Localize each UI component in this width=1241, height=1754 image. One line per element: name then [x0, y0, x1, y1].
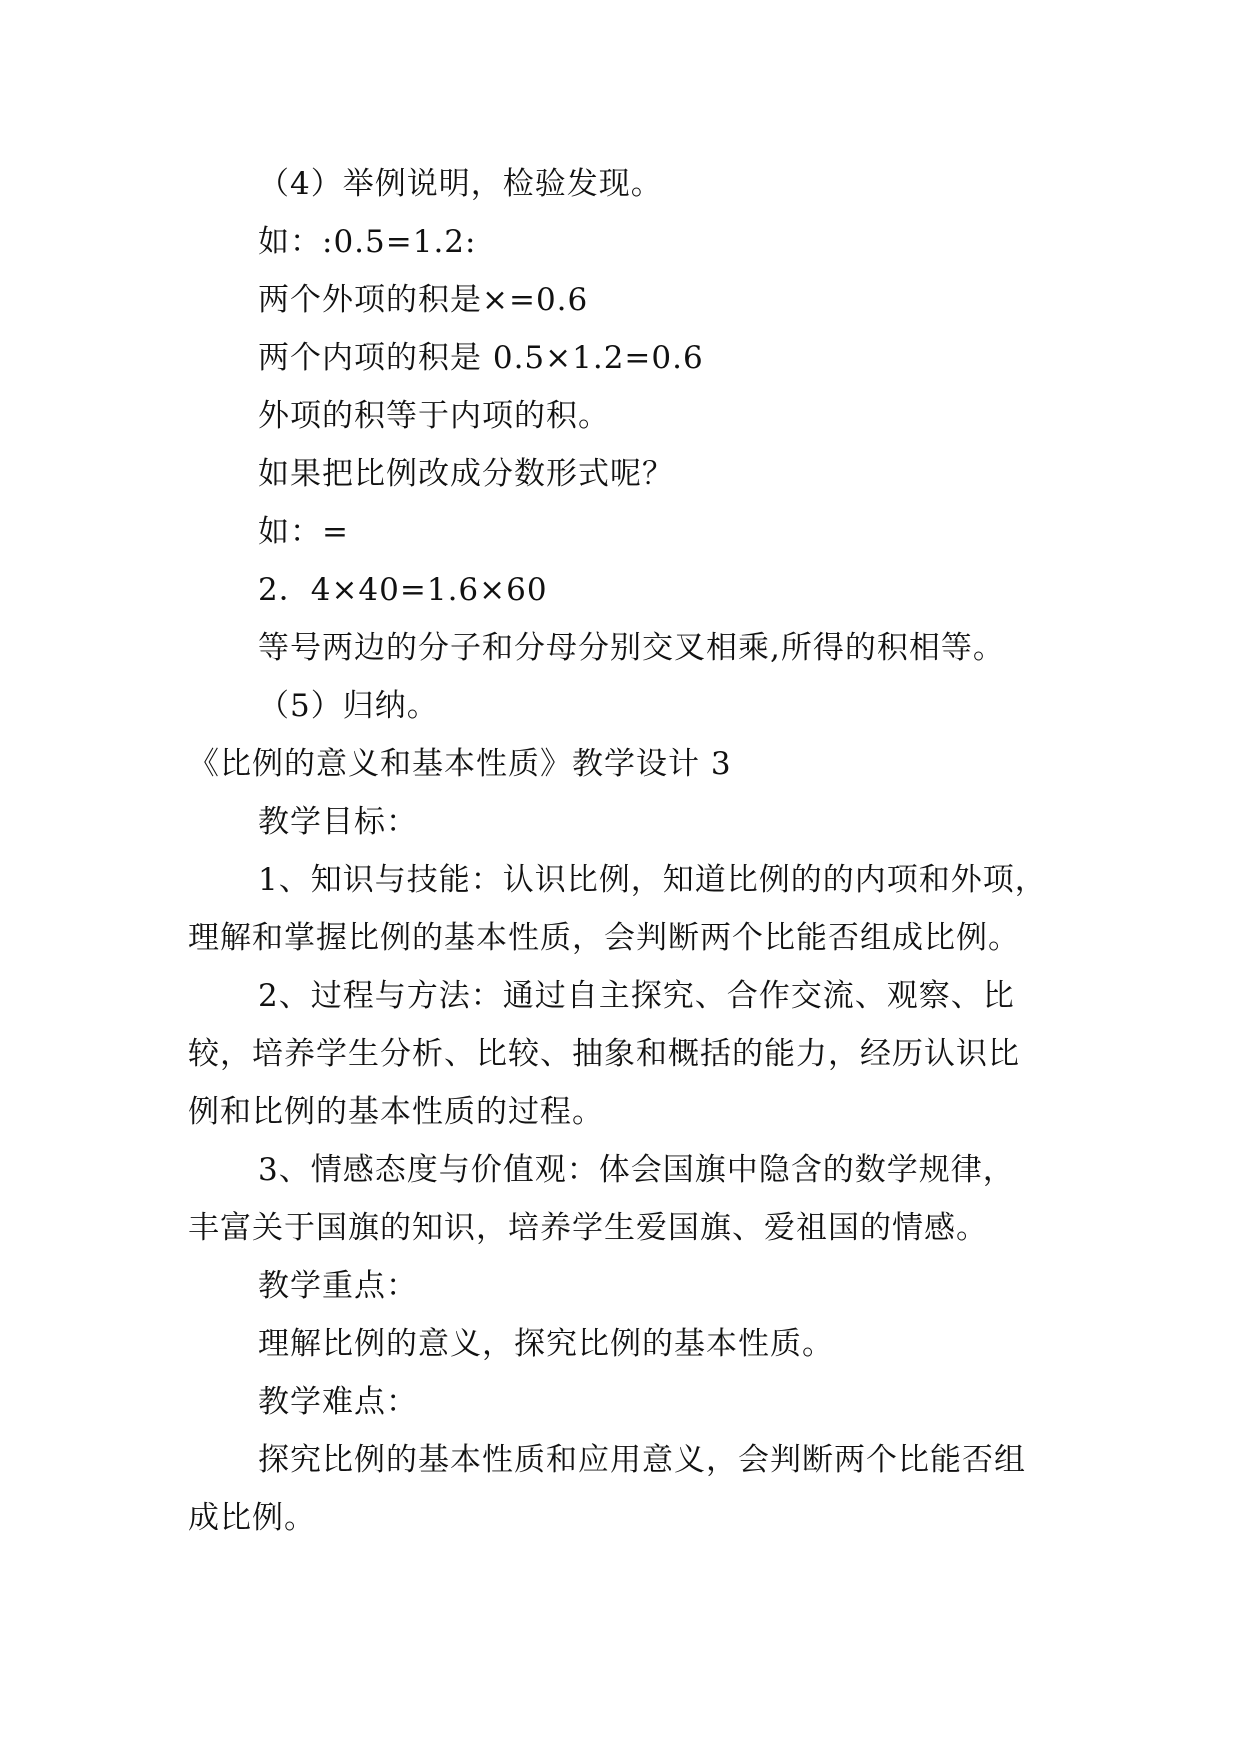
- goal-2-line-2: 较，培养学生分析、比较、抽象和概括的能力，经历认识比: [188, 1036, 1020, 1072]
- goal-1-line-2: 理解和掌握比例的基本性质，会判断两个比能否组成比例。: [188, 920, 1020, 956]
- key-points-text: 理解比例的意义，探究比例的基本性质。: [258, 1326, 834, 1362]
- teaching-goals-heading: 教学目标：: [258, 804, 418, 840]
- goal-3-line-1: 3、情感态度与价值观：体会国旗中隐含的数学规律，: [258, 1152, 1015, 1188]
- goal-3-line-2: 丰富关于国旗的知识，培养学生爱国旗、爱祖国的情感。: [188, 1210, 988, 1246]
- fraction-form-question: 如果把比例改成分数形式呢？: [258, 456, 674, 492]
- goal-2-line-1: 2、过程与方法：通过自主探究、合作交流、观察、比: [258, 978, 1015, 1014]
- difficulties-heading: 教学难点：: [258, 1384, 418, 1420]
- cross-multiply-statement: 等号两边的分子和分母分别交叉相乘,所得的积相等。: [258, 630, 1005, 666]
- key-points-heading: 教学重点：: [258, 1268, 418, 1304]
- cross-product-equation: 2．4×40=1.6×60: [258, 572, 548, 608]
- outer-terms-product: 两个外项的积是×=0.6: [258, 282, 589, 318]
- inner-terms-product: 两个内项的积是 0.5×1.2=0.6: [258, 340, 704, 376]
- difficulties-line-2: 成比例。: [188, 1500, 316, 1536]
- goal-2-line-3: 例和比例的基本性质的过程。: [188, 1094, 604, 1130]
- goal-1-line-1: 1、知识与技能：认识比例，知道比例的的内项和外项，: [258, 862, 1047, 898]
- section-title: 《比例的意义和基本性质》教学设计 3: [188, 746, 732, 782]
- step-4-heading: （4）举例说明，检验发现。: [258, 166, 663, 202]
- fraction-example: 如：=: [258, 514, 349, 550]
- example-ratio: 如：:0.5=1.2:: [258, 224, 477, 260]
- step-5-heading: （5）归纳。: [258, 688, 439, 724]
- products-equal: 外项的积等于内项的积。: [258, 398, 610, 434]
- difficulties-line-1: 探究比例的基本性质和应用意义，会判断两个比能否组: [258, 1442, 1026, 1478]
